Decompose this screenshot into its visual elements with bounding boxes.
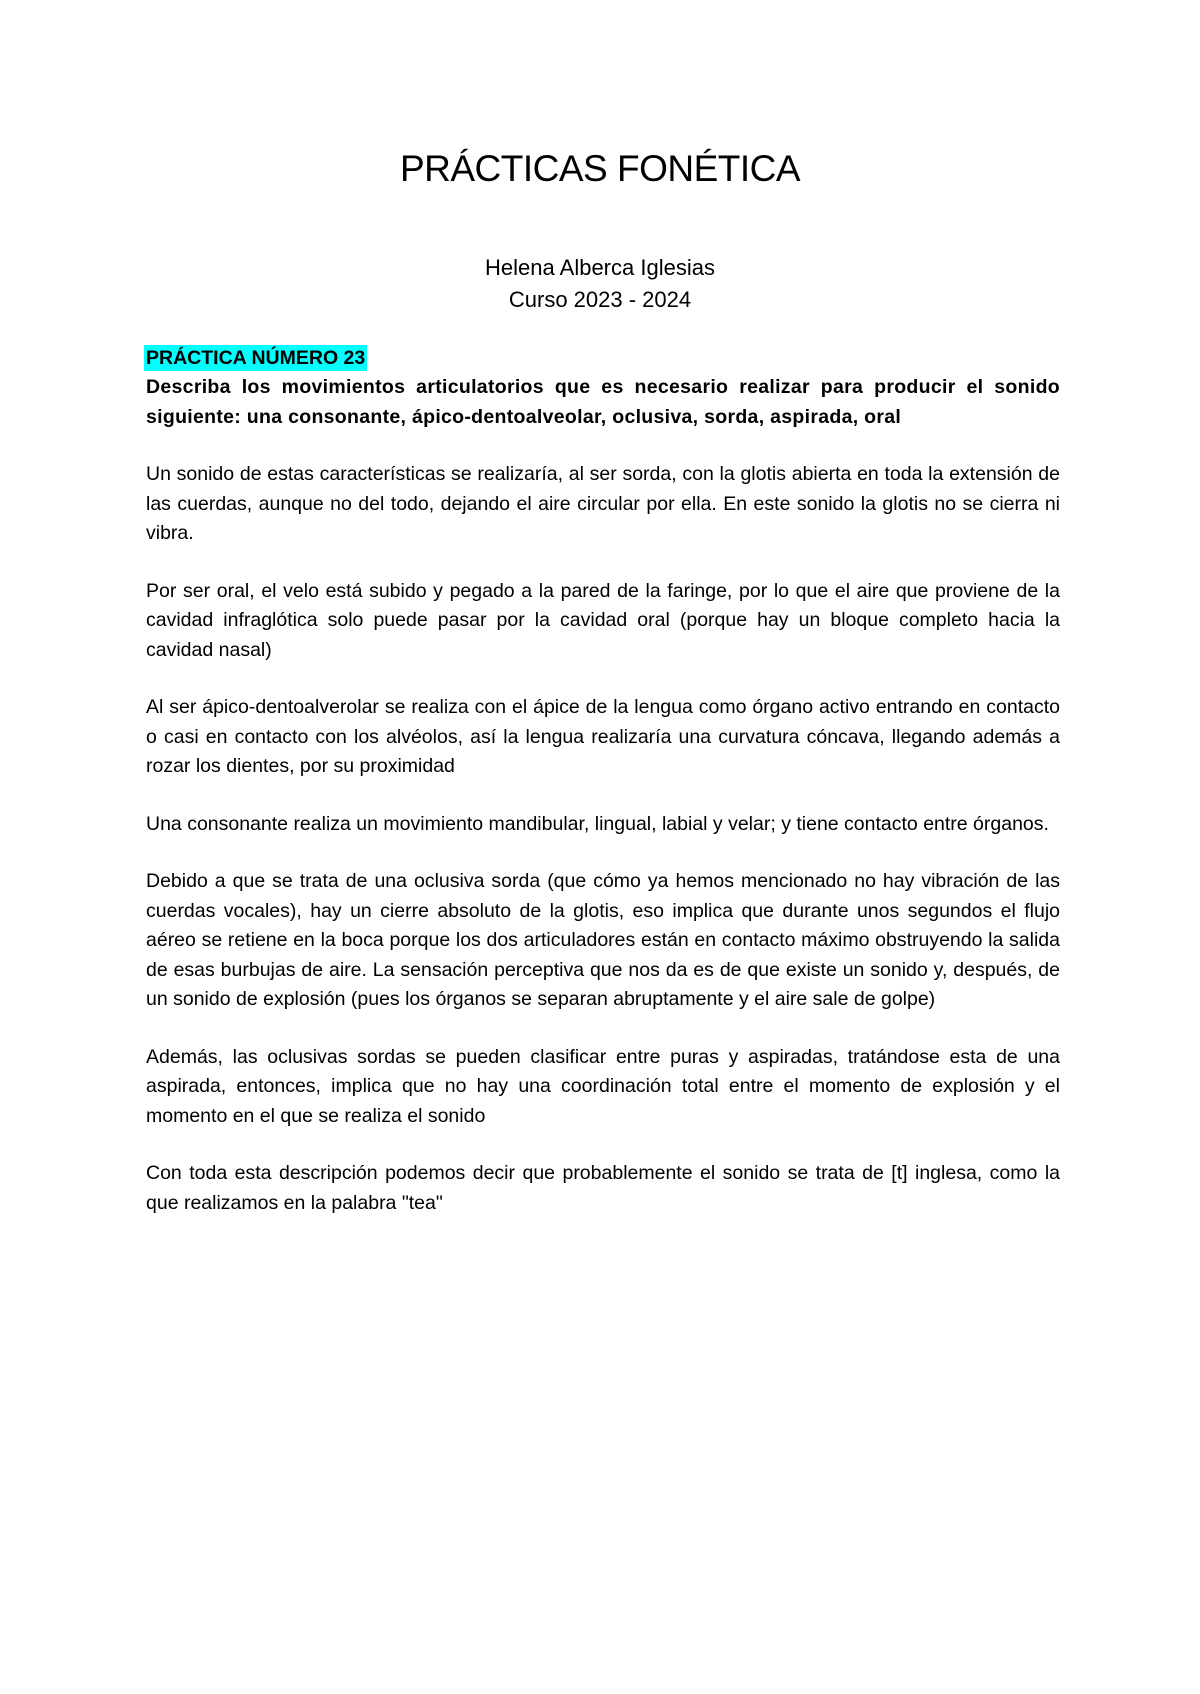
paragraph: Un sonido de estas características se realizaría, al ser sorda, con la glotis abierta en toda la extensión de las cuerdas, aunque no del todo, dejando el aire circular por ella. En este sonido la glotis no se cierra ni vibra. [146, 463, 1060, 544]
paragraph: Debido a que se trata de una oclusiva sorda (que cómo ya hemos mencionado no hay vibración de las cuerdas vocales), hay un cierre absoluto de la glotis, eso implica que durante unos segundos el flujo aéreo se retiene en la boca porque los dos articuladores están en contacto máximo obstruyendo la salida de esas burbujas de aire. La sensación perceptiva que nos da es de que existe un sonido y, después, de un sonido de explosión (pues los órganos se separan abruptamente y el aire sale de golpe) [146, 870, 1060, 1010]
author-name: Helena Alberca Iglesias [485, 255, 715, 280]
document-title: PRÁCTICAS FONÉTICA [399, 148, 801, 189]
practice-label: PRÁCTICA NÚMERO 23 [146, 347, 366, 369]
question-text: Describa los movimientos articulatorios que es necesario realizar para producir el sonido siguiente: una consonante, ápico-dentoalveolar, oclusiva, sorda, aspirada, oral [146, 376, 1060, 428]
paragraph: Una consonante realiza un movimiento mandibular, lingual, labial y velar; y tiene contacto entre órganos. [146, 812, 1049, 835]
paragraph: Por ser oral, el velo está subido y pegado a la pared de la faringe, por lo que el aire que proviene de la cavidad infraglótica solo puede pasar por la cavidad oral (porque hay un bloque completo hacia la cavidad nasal) [146, 579, 1060, 661]
paragraph: Además, las oclusivas sordas se pueden clasificar entre puras y aspiradas, tratándose esta de una aspirada, entonces, implica que no hay una coordinación total entre el momento de explosión y el momento en el que se realiza el sonido [146, 1045, 1060, 1127]
course-year: Curso 2023 - 2024 [508, 287, 692, 312]
paragraph: Con toda esta descripción podemos decir que probablemente el sonido se trata de [t] inglesa, como la que realizamos en la palabra "tea" [146, 1162, 1060, 1214]
document-body [146, 345, 1060, 1218]
paragraph: Al ser ápico-dentoalverolar se realiza con el ápice de la lengua como órgano activo entrando en contacto o casi en contacto con los alvéolos, así la lengua realizaría una curvatura cóncava, llegando además a rozar los dientes, por su proximidad [146, 696, 1060, 777]
